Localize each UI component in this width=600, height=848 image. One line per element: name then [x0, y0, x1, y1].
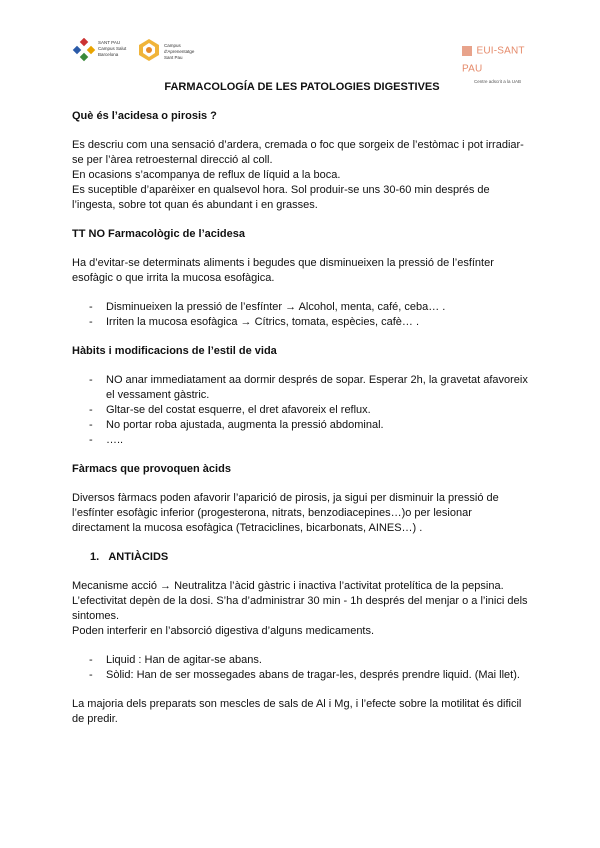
logo1-line: SANT PAU: [98, 40, 121, 45]
section-heading-drugs-acid: Fàrmacs que provoquen àcids: [72, 463, 231, 475]
paragraph-line: Es suceptible d’aparèixer en qualsevol hora. Sol produir-se uns 30-60 min després de l’ingesta, sobre tot quan és abundant i en grasses.: [72, 184, 490, 211]
document-title: FARMACOLOGÍA DE LES PATOLOGIES DIGESTIVES: [164, 81, 440, 93]
campus-logo-icon: [138, 38, 160, 62]
list-item: - Liquid : Han de agitar-se abans.: [89, 654, 262, 666]
list-non-pharma: [72, 300, 532, 330]
list-item: - Disminueixen la pressió de l’esfínter → Alcohol, menta, café, ceba… .: [89, 301, 446, 313]
list-item-text: Liquid : Han de agitar-se abans.: [106, 654, 262, 666]
list-item-text: Irriten la mucosa esofàgica → Cítrics, tomata, espècies, cafè… .: [106, 316, 420, 328]
logo2-line: d'Aprenentatge: [164, 49, 195, 54]
header-logos: [72, 38, 540, 84]
paragraph: La majoria dels preparats son mescles de sals de Al i Mg, i l’efecte sobre la motilitat és dificil de predir.: [72, 698, 522, 725]
paragraph: Ha d’evitar-se determinats aliments i begudes que disminueixen la pressió de l’esfínter esofàgic o que irrita la mucosa esofàgica.: [72, 257, 494, 284]
paragraph-line: L’efectivitat depèn de la dosi. S’ha d’administrar 30 min - 1h després del menjar o a l’inici dels sintomes.: [72, 595, 528, 622]
sant-pau-logo-icon: [72, 38, 96, 62]
sant-pau-logo-text: [98, 40, 126, 58]
paragraph-line: Es descriu com una sensació d’ardera, cremada o foc que sorgeix de l’estòmac i pot irradiar-se per l’àrea retroesternal direcció al coll.: [72, 139, 524, 166]
section-heading-pirosis: Què és l’acidesa o pirosis ?: [72, 110, 217, 122]
campus-logo-text: [164, 43, 194, 61]
heading-text: ANTIÀCIDS: [108, 551, 169, 563]
eui-logo-mark-icon: [462, 46, 472, 56]
list-item-text: Gltar-se del costat esquerre, el dret afavoreix el reflux.: [106, 404, 371, 416]
paragraph-line: Mecanisme acció → Neutralitza l’àcid gàstric i inactiva l’activitat protelítica de la pepsina.: [72, 580, 504, 592]
list-item: - No portar roba ajustada, augmenta la pressió abdominal.: [89, 419, 384, 431]
section-heading-habits: Hàbits i modificacions de l’estil de vida: [72, 345, 277, 357]
list-item: - NO anar immediatament aa dormir després de sopar. Esperar 2h, la gravetat afavoreix el vessament gàstric.: [89, 374, 528, 401]
logo1-line: Campus Salut: [98, 46, 127, 51]
logo1-line: Barcelona: [98, 52, 119, 57]
eui-logo-name: EUI-SANT PAU: [462, 45, 525, 75]
section-heading-antiacids: [72, 550, 532, 565]
list-item: - …..: [89, 434, 124, 446]
heading-number: 1.: [90, 551, 100, 563]
list-item-text: Sòlid: Han de ser mossegades abans de tragar-les, després prendre liquid. (Mai llet).: [106, 669, 520, 681]
eui-logo-subtitle: Centre adscrit a la UAB: [474, 79, 522, 84]
list-item: - Sòlid: Han de ser mossegades abans de tragar-les, després prendre liquid. (Mai llet).: [89, 669, 520, 681]
list-item-text: …..: [106, 434, 124, 446]
section-heading-non-pharma: TT NO Farmacològic de l’acidesa: [72, 228, 245, 240]
logo2-line: Sant Pau: [164, 55, 183, 60]
list-antiacids: [72, 653, 532, 683]
list-item-text: NO anar immediatament aa dormir després de sopar. Esperar 2h, la gravetat afavoreix el vessament gàstric.: [106, 374, 528, 401]
list-item: - Gltar-se del costat esquerre, el dret afavoreix el reflux.: [89, 404, 371, 416]
paragraph-line: En ocasions s’acompanya de reflux de líquid a la boca.: [72, 169, 341, 181]
list-item-text: Disminueixen la pressió de l’esfínter → Alcohol, menta, café, ceba… .: [106, 301, 446, 313]
paragraph-line: Poden interferir en l’absorció digestiva d’alguns medicaments.: [72, 625, 375, 637]
eui-sant-pau-logo: [462, 42, 540, 84]
paragraph: Diversos fàrmacs poden afavorir l’aparició de pirosis, ja sigui per disminuir la pressió de l’esfínter esofàgic inferior (progesterona, nitrats, benzodiacepines…)o per lesionar directament la mucosa esofàgica (Tetraciclines, bicarbonats, AINES…) .: [72, 492, 499, 534]
list-item-text: No portar roba ajustada, augmenta la pressió abdominal.: [106, 419, 384, 431]
list-item: - Irriten la mucosa esofàgica → Cítrics, tomata, espècies, cafè… .: [89, 316, 420, 328]
document-body: [72, 80, 532, 727]
list-habits: [72, 373, 532, 448]
logo2-line: Campus: [164, 43, 181, 48]
